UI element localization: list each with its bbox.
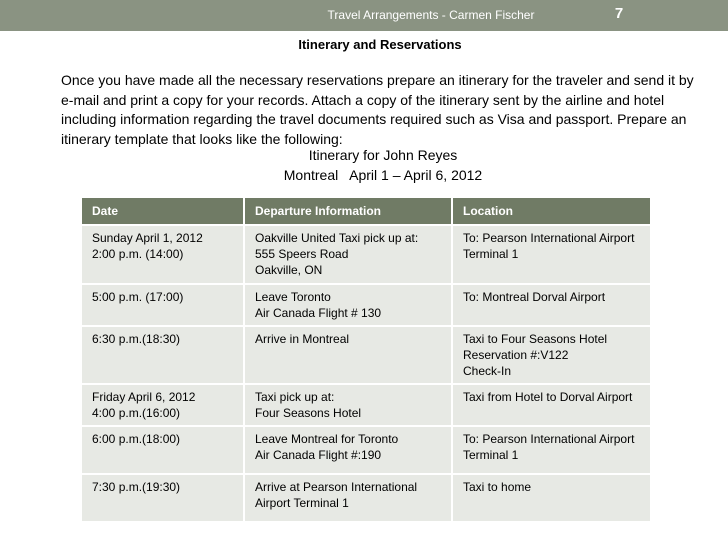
location-cell [452,426,650,474]
location-cell [452,474,650,522]
slide-subtitle: Itinerary and Reservations [298,37,462,52]
date-cell [82,326,244,384]
cell-line: Terminal 1 [463,448,519,462]
location-cell [452,384,650,426]
cell-line: Taxi to home [463,480,532,494]
date-cell [82,426,244,474]
cell-line: Reservation #:V122 [463,348,569,362]
cell-line: Arrive at Pearson International Airport Terminal 1 [255,480,418,510]
header-title: Travel Arrangements - Carmen Fischer [327,8,535,22]
itinerary-title: Itinerary for John Reyes [308,147,458,163]
instruction-paragraph: Once you have made all the necessary reservations prepare an itinerary for the traveler and send it by e-mail and print a copy for your records. Attach a copy of the itinerary sent by the airline and hotel including information regarding the travel documents required such as Visa and passport. Prepare an itinerary template that looks like the following: [61,72,694,147]
departure-cell [244,426,452,474]
cell-line: 5:00 p.m. (17:00) [92,290,184,304]
date-cell [82,225,244,284]
cell-line: Leave Montreal for Toronto [255,432,399,446]
table-row [82,384,650,426]
cell-line: 2:00 p.m. (14:00) [92,247,184,261]
cell-line: Check-In [463,364,512,378]
cell-line: 6:00 p.m.(18:00) [92,432,181,446]
cell-line: 6:30 p.m.(18:30) [92,332,181,346]
page-number: 7 [614,5,624,22]
cell-line: Arrive in Montreal [255,332,350,346]
table-row [82,225,650,284]
cell-line: 7:30 p.m.(19:30) [92,480,181,494]
departure-cell [244,326,452,384]
cell-line: Sunday April 1, 2012 [92,231,203,245]
itinerary-table [82,198,650,523]
table-row [82,326,650,384]
cell-line: Four Seasons Hotel [255,406,362,420]
header-date: Date [82,198,244,225]
location-cell [452,284,650,326]
table-header-row [82,198,650,225]
table-row [82,426,650,474]
cell-line: To: Montreal Dorval Airport [463,290,606,304]
location-cell [452,326,650,384]
cell-line: Taxi from Hotel to Dorval Airport [463,390,633,404]
table-row [82,474,650,522]
cell-line: Oakville, ON [255,263,323,277]
departure-cell [244,284,452,326]
itinerary-subtitle: Montreal April 1 – April 6, 2012 [283,167,483,183]
cell-line: To: Pearson International Airport [463,432,635,446]
departure-cell [244,384,452,426]
cell-line: Terminal 1 [463,247,519,261]
cell-line: Oakville United Taxi pick up at: [255,231,419,245]
date-cell [82,384,244,426]
header-location: Location [452,198,650,225]
cell-line: Friday April 6, 2012 [92,390,196,404]
header-departure-information: Departure Information [244,198,452,225]
cell-line: Taxi to Four Seasons Hotel [463,332,608,346]
departure-cell [244,474,452,522]
cell-line: Air Canada Flight # 130 [255,306,382,320]
date-cell [82,474,244,522]
header-divider [0,31,728,33]
cell-line: 4:00 p.m.(16:00) [92,406,181,420]
cell-line: Leave Toronto [255,290,331,304]
departure-cell [244,225,452,284]
date-cell [82,284,244,326]
table-row [82,284,650,326]
location-cell [452,225,650,284]
cell-line: Air Canada Flight #:190 [255,448,382,462]
cell-line: Taxi pick up at: [255,390,335,404]
cell-line: To: Pearson International Airport [463,231,635,245]
cell-line: 555 Speers Road [255,247,349,261]
